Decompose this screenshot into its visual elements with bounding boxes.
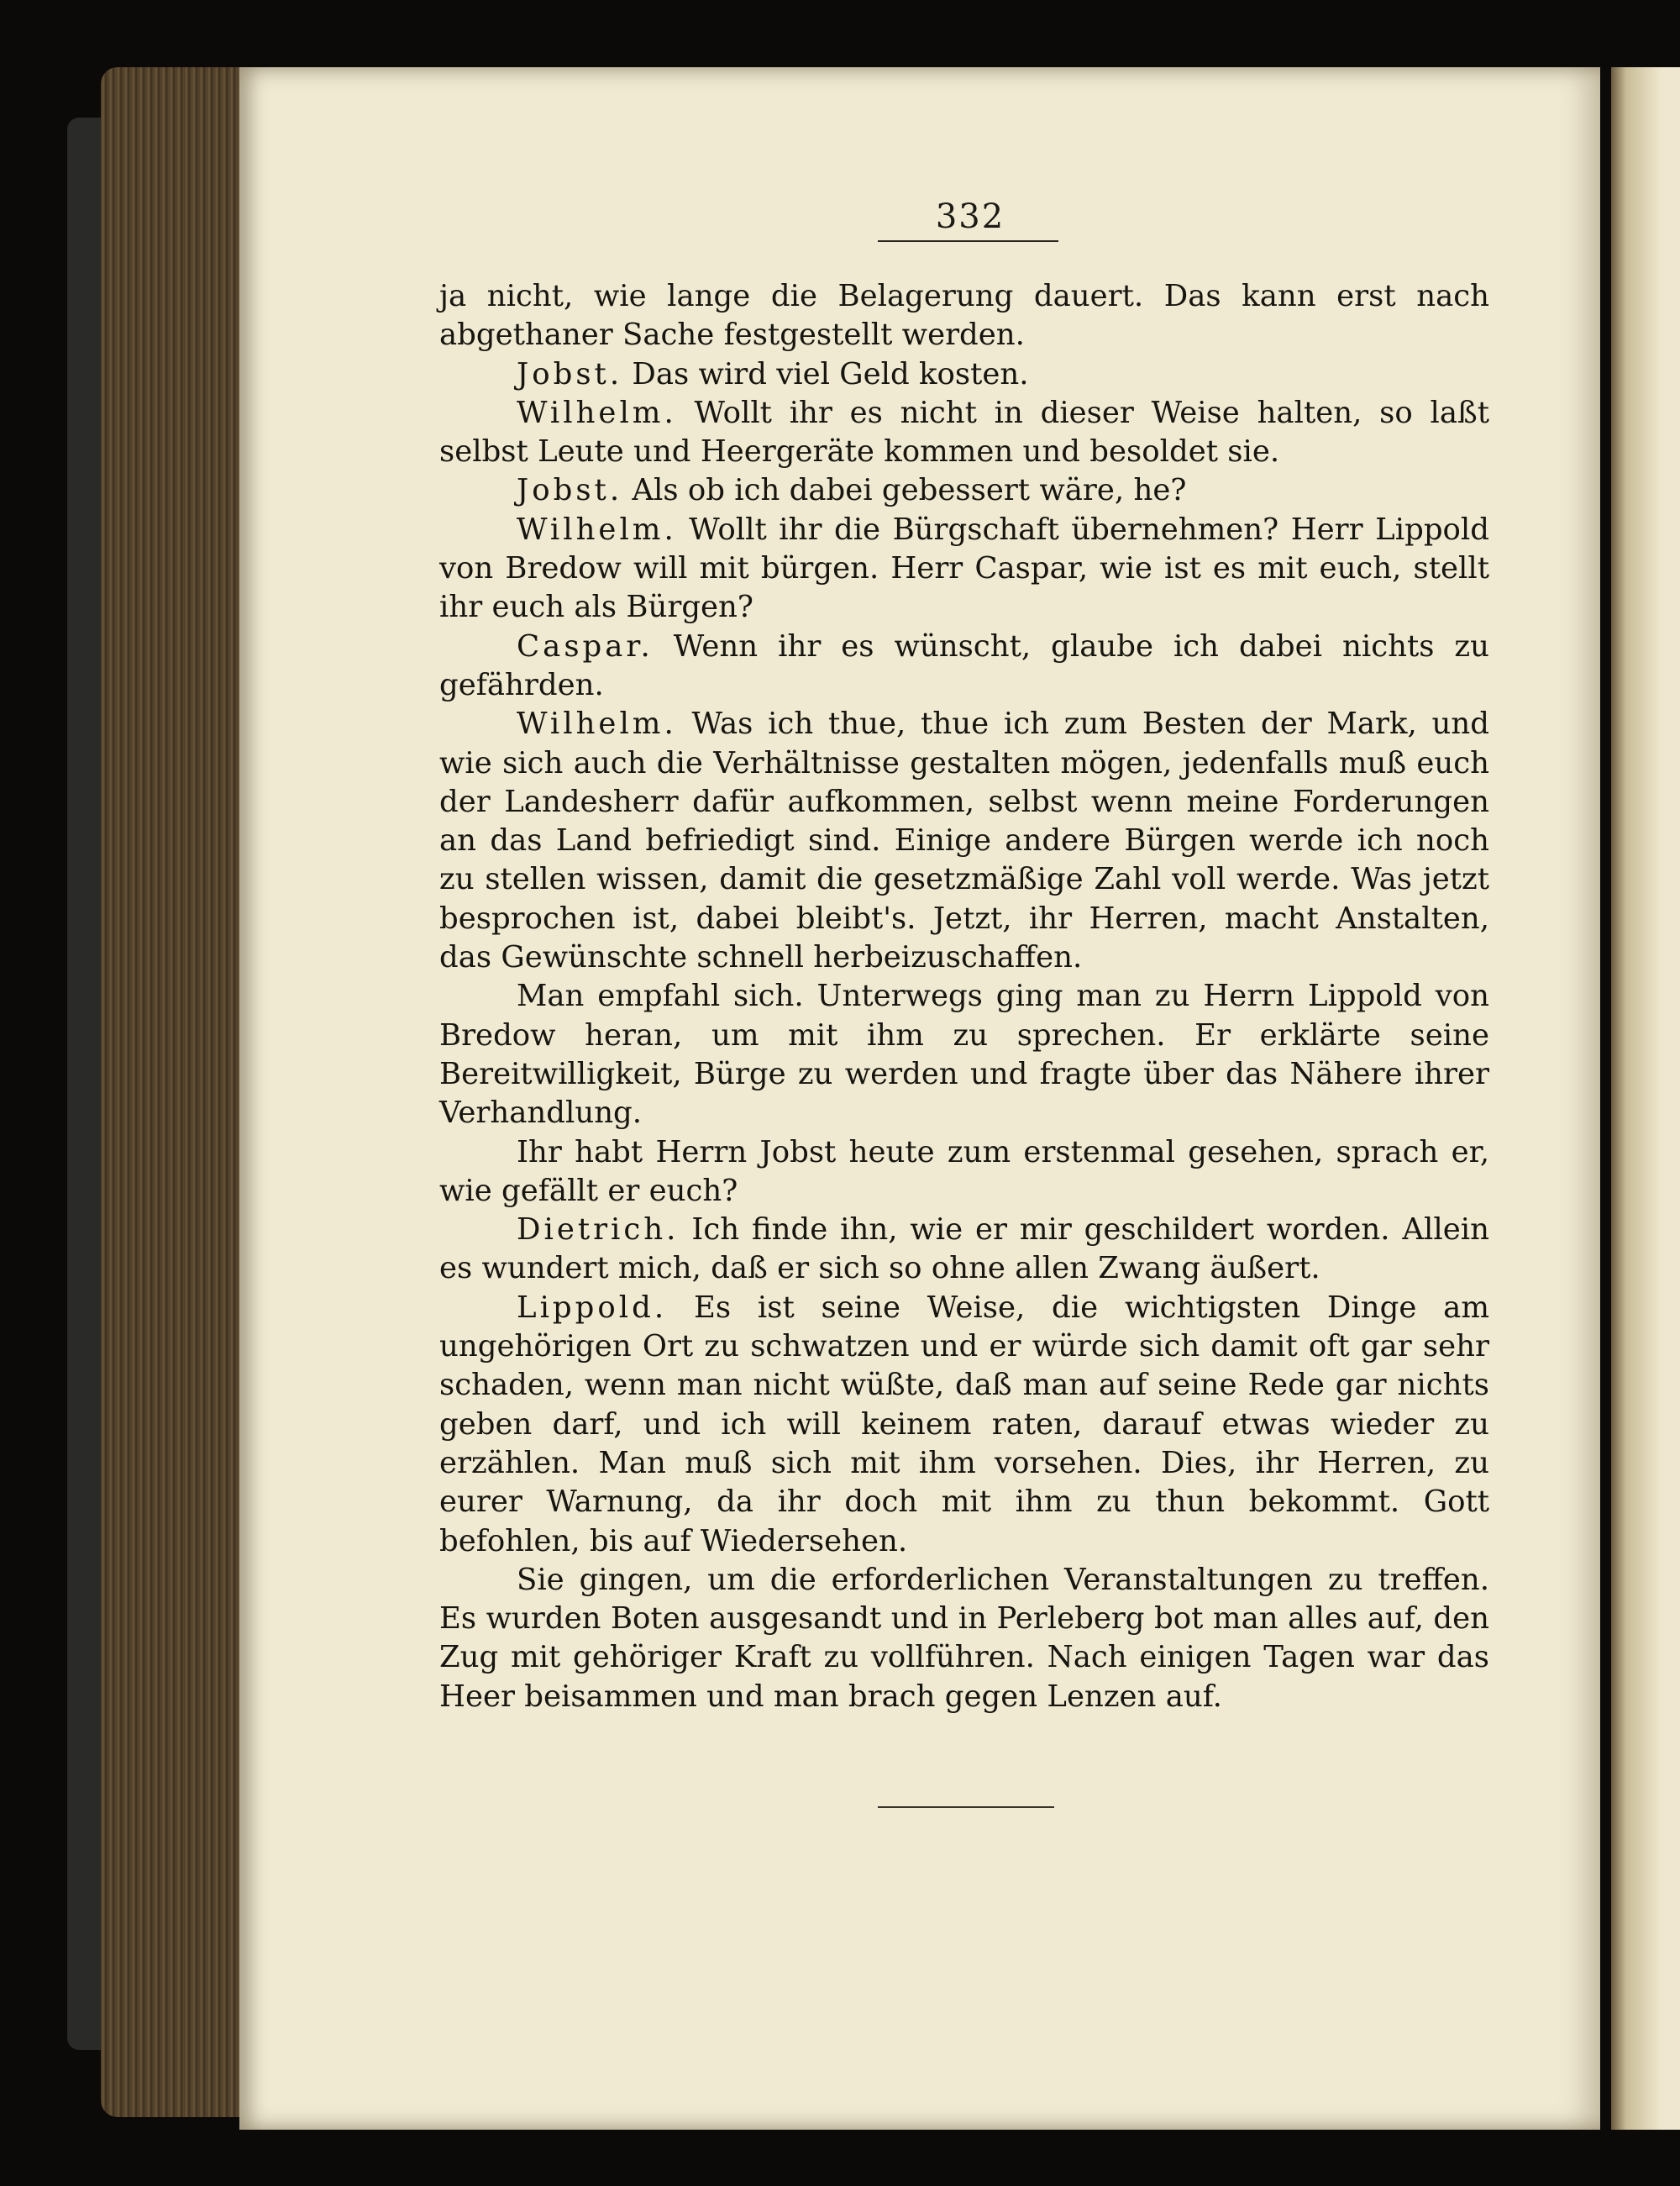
paragraph-text: Wollt ihr es nicht in dieser Weise halten, so laßt selbst Leute und Heergeräte kommen und besoldet sie. (439, 395, 1489, 470)
footer-rule (878, 1806, 1054, 1808)
paragraph (439, 471, 1489, 510)
paragraph (439, 277, 1489, 355)
speaker-name: Jobst. (517, 356, 623, 391)
paragraph-text: Man empfahl sich. Unterwegs ging man zu Herrn Lippold von Bredow heran, um mit ihm zu sprechen. Er erklärte seine Bereitwilligkeit, Bürge zu werden und fragte über das Nähere ihrer Verhandlung. (439, 979, 1489, 1131)
header-rule (878, 240, 1058, 242)
paragraph (439, 1561, 1489, 1716)
paragraph (439, 1133, 1489, 1211)
paragraph-text: Das wird viel Geld kosten. (632, 356, 1029, 391)
paragraph-text: Wenn ihr es wünscht, glaube ich dabei nichts zu gefährden. (439, 628, 1489, 702)
speaker-name: Wilhelm. (517, 707, 677, 742)
book-page-edges (101, 67, 244, 2117)
paragraph (439, 977, 1489, 1132)
speaker-name: Wilhelm. (517, 395, 677, 430)
page-number: 332 (935, 197, 1005, 236)
paragraph-text: Sie gingen, um die erforderlichen Veranstaltungen zu treffen. Es wurden Boten ausgesandt und in Perleberg bot man alles auf, den Zug mit gehöriger Kraft zu vollführen. Nach einigen Tagen war das Heer beisammen und man brach gegen Lenzen auf. (439, 1562, 1489, 1714)
paragraph (439, 1211, 1489, 1289)
paragraph-text: Was ich thue, thue ich zum Besten der Mark, und wie sich auch die Verhältnisse gestalten mögen, jedenfalls muß euch der Landesherr dafür aufkommen, selbst wenn meine Forderungen an das Land befriedigt sind. Einige andere Bürgen werde ich noch zu stellen wissen, damit die gesetzmäßige Zahl voll werde. Was jetzt besprochen ist, dabei bleibt's. Jetzt, ihr Herren, macht Anstalten, das Gewünschte schnell herbeizuschaffen. (439, 707, 1489, 975)
paragraph (439, 1289, 1489, 1561)
paragraph-text: Als ob ich dabei gebessert wäre, he? (632, 473, 1187, 508)
speaker-name: Wilhelm. (517, 512, 677, 547)
paragraph (439, 355, 1489, 394)
paragraph-text: Ich finde ihn, wie er mir geschildert worden. Allein es wundert mich, daß er sich so ohne allen Zwang äußert. (439, 1212, 1489, 1286)
paragraph-text: Es ist seine Weise, die wichtigsten Dinge am ungehörigen Ort zu schwatzen und er würde sich damit oft gar sehr schaden, wenn man nicht wüßte, daß man auf seine Rede gar nichts geben darf, und ich will keinem raten, darauf etwas wieder zu erzählen. Man muß sich mit ihm vorsehen. Dies, ihr Herren, zu eurer Warnung, da ihr doch mit ihm zu thun bekommt. Gott befohlen, bis auf Wiedersehen. (439, 1290, 1489, 1558)
speaker-name: Jobst. (517, 473, 623, 508)
paragraph (439, 511, 1489, 628)
speaker-name: Lippold. (517, 1290, 668, 1325)
speaker-name: Dietrich. (517, 1212, 680, 1248)
speaker-name: Caspar. (517, 628, 654, 664)
paragraph-text: Ihr habt Herrn Jobst heute zum erstenmal gesehen, sprach er, wie gefällt er euch? (439, 1134, 1489, 1208)
paragraph-text: Wollt ihr die Bürgschaft übernehmen? Herr Lippold von Bredow will mit bürgen. Herr Caspar, wie ist es mit euch, stellt ihr euch als Bürgen? (439, 512, 1489, 625)
paragraph (439, 394, 1489, 472)
facing-page-edge (1611, 67, 1680, 2130)
paragraph-text: ja nicht, wie lange die Belagerung dauert. Das kann erst nach abgethaner Sache festgestellt werden. (439, 279, 1489, 353)
paragraph (439, 628, 1489, 706)
paragraph (439, 705, 1489, 977)
page-body-text (439, 277, 1489, 1716)
